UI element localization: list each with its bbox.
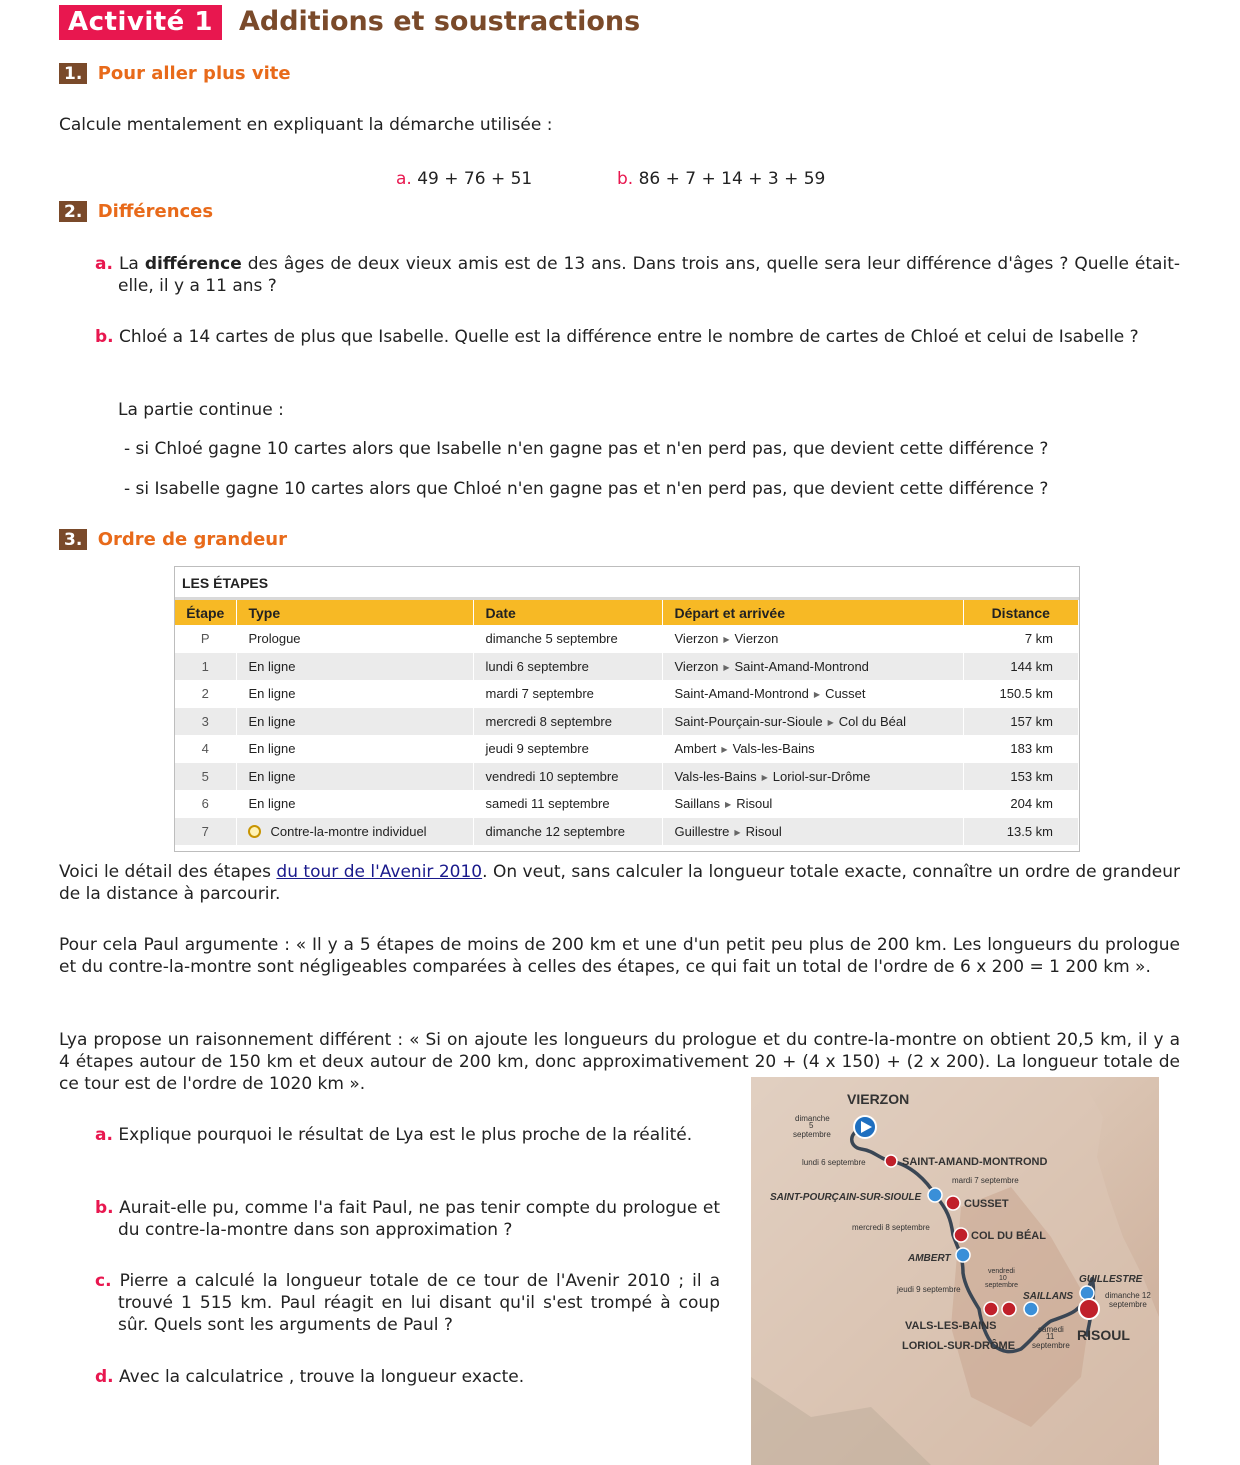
arrow-right-icon: ▶ xyxy=(725,800,732,810)
table-row xyxy=(175,680,1079,708)
cell-etape: 5 xyxy=(175,763,236,791)
cell-route xyxy=(662,653,963,681)
cell-etape: 3 xyxy=(175,708,236,736)
cell-date: mercredi 8 septembre xyxy=(473,708,662,736)
map-svg xyxy=(751,1077,1159,1465)
label-date-stage3: mercredi 8 septembre xyxy=(852,1223,930,1232)
arrow-right-icon: ▶ xyxy=(734,827,741,837)
label-date-stage5-day: 10 xyxy=(999,1275,1007,1282)
cell-route xyxy=(662,680,963,708)
cell-type-text: Contre-la-montre individuel xyxy=(270,823,427,839)
label-date-stage7: dimanche 12 xyxy=(1105,1291,1151,1300)
section-number: 1. xyxy=(59,63,87,84)
label-date-stage6-month: septembre xyxy=(1032,1341,1070,1350)
question-3d xyxy=(95,1366,720,1388)
section-1-heading xyxy=(59,63,291,84)
stage-marker-icon xyxy=(956,1248,970,1262)
calc-b-expression: 86 + 7 + 14 + 3 + 59 xyxy=(638,169,826,189)
stage-marker-icon xyxy=(928,1188,942,1202)
cell-type: En ligne xyxy=(236,790,473,818)
label-date-stage7-month: septembre xyxy=(1109,1300,1147,1309)
route-to: Col du Béal xyxy=(838,713,906,729)
cell-route xyxy=(662,763,963,791)
cell-type: Prologue xyxy=(236,625,473,653)
label-date-prologue-month: septembre xyxy=(793,1130,831,1139)
table-row xyxy=(175,763,1079,791)
section-number: 3. xyxy=(59,529,87,550)
cell-date: lundi 6 septembre xyxy=(473,653,662,681)
cell-date: samedi 11 septembre xyxy=(473,790,662,818)
route-to: Saint-Amand-Montrond xyxy=(734,658,869,674)
table-row xyxy=(175,818,1079,846)
cell-route xyxy=(662,708,963,736)
arrow-right-icon: ▶ xyxy=(723,635,730,645)
cell-date: jeudi 9 septembre xyxy=(473,735,662,763)
cell-distance: 157 km xyxy=(963,708,1079,736)
item-label: b. xyxy=(95,327,114,347)
finish-marker-icon xyxy=(1079,1299,1099,1319)
cell-date: vendredi 10 septembre xyxy=(473,763,662,791)
label-date-stage1: lundi 6 septembre xyxy=(802,1158,866,1167)
route-from: Vierzon xyxy=(674,658,719,674)
cell-etape: P xyxy=(175,625,236,653)
tour-link[interactable]: du tour de l'Avenir 2010 xyxy=(276,862,483,882)
cell-route xyxy=(662,818,963,846)
route-from: Vals-les-Bains xyxy=(674,768,757,784)
cell-distance: 183 km xyxy=(963,735,1079,763)
label-date-prologue: dimanche xyxy=(795,1114,830,1123)
section-title: Différences xyxy=(97,201,214,222)
col-header-distance: Distance xyxy=(963,600,1079,625)
label-vierzon: VIERZON xyxy=(847,1091,910,1107)
cell-route xyxy=(662,735,963,763)
stages-table xyxy=(174,566,1080,852)
cell-distance: 144 km xyxy=(963,653,1079,681)
stage-marker-icon xyxy=(984,1302,998,1316)
bullet-1: - si Chloé gagne 10 cartes alors que Isabelle n'en gagne pas et n'en perd pas, que devient cette différence ? xyxy=(124,439,1049,459)
question-3c xyxy=(95,1270,720,1336)
label-date-prologue-day: 5 xyxy=(809,1121,814,1130)
label-col-du-beal: COL DU BÉAL xyxy=(971,1230,1046,1242)
item-label: b. xyxy=(95,1198,114,1218)
cell-date: dimanche 5 septembre xyxy=(473,625,662,653)
stage-marker-icon xyxy=(1002,1302,1016,1316)
question-3d-text: Avec la calculatrice , trouve la longueur exacte. xyxy=(119,1367,525,1387)
activity-title: Additions et soustractions xyxy=(239,6,641,37)
label-saillans: SAILLANS xyxy=(1023,1291,1073,1302)
cell-distance: 7 km xyxy=(963,625,1079,653)
label-saint-pourcain: SAINT-POURÇAIN-SUR-SIOULE xyxy=(770,1192,922,1203)
item-label: a. xyxy=(95,254,113,274)
question-3b-text: Aurait-elle pu, comme l'a fait Paul, ne pas tenir compte du prologue et du contre-la-montre dans son approximation ? xyxy=(118,1198,721,1240)
paragraph-paul: Pour cela Paul argumente : « Il y a 5 étapes de moins de 200 km et une d'un petit peu plus de 200 km. Les longueurs du prologue et du contre-la-montre sont négligeables comparées à celles des étapes, ce qui fait un total de l'ordre de 6 x 200 = 1 200 km ». xyxy=(59,935,1180,977)
calc-a xyxy=(396,169,532,189)
clock-icon xyxy=(248,825,261,838)
route-to: Risoul xyxy=(745,823,782,839)
arrow-right-icon: ▶ xyxy=(761,772,768,782)
section-title: Pour aller plus vite xyxy=(97,63,291,84)
cell-type: En ligne xyxy=(236,708,473,736)
bullet-2: - si Isabelle gagne 10 cartes alors que Chloé n'en gagne pas et n'en perd pas, que devient cette différence ? xyxy=(124,479,1049,499)
item-label: d. xyxy=(95,1367,114,1387)
label-loriol: LORIOL-SUR-DRÔME xyxy=(902,1340,1016,1352)
route-from: Guillestre xyxy=(674,823,730,839)
label-date-stage4: jeudi 9 septembre xyxy=(897,1285,961,1294)
col-header-date: Date xyxy=(473,600,662,625)
section-3-heading xyxy=(59,529,287,550)
label-date-stage2: mardi 7 septembre xyxy=(952,1176,1019,1185)
arrow-right-icon: ▶ xyxy=(827,717,834,727)
question-3a xyxy=(95,1124,720,1146)
cell-etape: 1 xyxy=(175,653,236,681)
section-number: 2. xyxy=(59,201,87,222)
stage-marker-icon xyxy=(885,1155,897,1167)
item-label: a. xyxy=(396,169,412,189)
cell-etape: 6 xyxy=(175,790,236,818)
label-guillestre: GUILLESTRE xyxy=(1079,1274,1143,1285)
arrow-right-icon: ▶ xyxy=(813,690,821,700)
label-saint-amand: SAINT-AMAND-MONTROND xyxy=(902,1156,1048,1168)
col-header-type: Type xyxy=(236,600,473,625)
cell-etape: 4 xyxy=(175,735,236,763)
cell-type: En ligne xyxy=(236,735,473,763)
cell-etape: 7 xyxy=(175,818,236,846)
route-from: Saint-Pourçain-sur-Sioule xyxy=(674,713,823,729)
question-3c-text: Pierre a calculé la longueur totale de ce tour de l'Avenir 2010 ; il a trouvé 1 515 km. Paul réagit en lui disant qu'il s'est trompé à coup sûr. Quels sont les arguments de Paul ? xyxy=(118,1271,720,1335)
question-2b-text: Chloé a 14 cartes de plus que Isabelle. Quelle est la différence entre le nombre de cartes de Chloé et celui de Isabelle ? xyxy=(119,327,1139,347)
item-label: b. xyxy=(617,169,634,189)
table-row xyxy=(175,735,1079,763)
table-header-row xyxy=(175,600,1079,625)
cell-distance: 13.5 km xyxy=(963,818,1079,846)
question-3a-text: Explique pourquoi le résultat de Lya est le plus proche de la réalité. xyxy=(118,1125,693,1145)
route-to: Loriol-sur-Drôme xyxy=(772,768,871,784)
item-label: a. xyxy=(95,1125,113,1145)
route-to: Vals-les-Bains xyxy=(732,741,815,757)
paragraph-details xyxy=(59,861,1180,905)
cell-route xyxy=(662,790,963,818)
activity-badge: Activité 1 xyxy=(59,5,222,40)
continue-text: La partie continue : xyxy=(118,400,284,420)
cell-date: mardi 7 septembre xyxy=(473,680,662,708)
label-date-stage5: vendredi xyxy=(988,1268,1015,1275)
label-date-stage5-month: septembre xyxy=(985,1282,1019,1289)
cell-type: En ligne xyxy=(236,763,473,791)
question-2a-text: des âges de deux vieux amis est de 13 ans. Dans trois ans, quelle sera leur différence d'âges ? Quelle était-elle, il y a 11 ans ? xyxy=(118,254,1180,296)
table-row xyxy=(175,625,1079,653)
table-caption: LES ÉTAPES xyxy=(175,567,1079,600)
label-vals-les-bains: VALS-LES-BAINS xyxy=(905,1320,997,1332)
paragraph-lya: Lya propose un raisonnement différent : « Si on ajoute les longueurs du prologue et du contre-la-montre on obtient 20,5 km, il y a 4 étapes autour de 150 km et deux autour de 200 km, donc approximativement 20 + (4 x 150) + (2 x 200). La longueur totale de ce tour est de l'ordre de 1020 km ». xyxy=(59,1030,1180,1094)
arrow-right-icon: ▶ xyxy=(723,662,730,672)
table-row xyxy=(175,708,1079,736)
question-2a-keyword: différence xyxy=(144,254,242,274)
route-to: Risoul xyxy=(736,796,773,812)
label-cusset: CUSSET xyxy=(964,1198,1009,1210)
question-3b xyxy=(95,1197,720,1241)
table-row xyxy=(175,790,1079,818)
section-2-heading xyxy=(59,201,213,222)
section-1-intro: Calcule mentalement en expliquant la démarche utilisée : xyxy=(59,115,553,135)
stage-marker-icon xyxy=(1024,1302,1038,1316)
cell-route xyxy=(662,625,963,653)
cell-distance: 153 km xyxy=(963,763,1079,791)
label-date-stage6-day: 11 xyxy=(1046,1332,1055,1341)
stage-marker-icon xyxy=(1080,1286,1094,1300)
cell-date: dimanche 12 septembre xyxy=(473,818,662,846)
cell-distance: 204 km xyxy=(963,790,1079,818)
paragraph-details-pre: Voici le détail des étapes xyxy=(59,862,277,882)
label-risoul: RISOUL xyxy=(1077,1327,1130,1343)
cell-type xyxy=(236,818,473,846)
paragraph-details-post: . On veut, sans calculer la longueur totale exacte, connaître un ordre de grandeur de la distance à parcourir. xyxy=(59,862,1181,904)
table-row xyxy=(175,653,1079,681)
route-from: Saint-Amand-Montrond xyxy=(674,686,809,702)
cell-type: En ligne xyxy=(236,680,473,708)
route-from: Saillans xyxy=(674,796,721,812)
cell-type: En ligne xyxy=(236,653,473,681)
route-to: Vierzon xyxy=(734,631,779,647)
col-header-etape: Étape xyxy=(175,600,236,625)
stage-marker-icon xyxy=(954,1228,968,1242)
question-2a xyxy=(95,253,1180,297)
route-from: Ambert xyxy=(674,741,717,757)
cell-distance: 150.5 km xyxy=(963,680,1079,708)
route-from: Vierzon xyxy=(674,631,719,647)
cell-etape: 2 xyxy=(175,680,236,708)
section-title: Ordre de grandeur xyxy=(97,529,287,550)
question-2a-pre: La xyxy=(118,254,145,274)
label-ambert: AMBERT xyxy=(908,1253,951,1264)
stage-marker-icon xyxy=(946,1196,960,1210)
item-label: c. xyxy=(95,1271,112,1291)
col-header-route: Départ et arrivée xyxy=(662,600,963,625)
calc-b xyxy=(617,169,825,189)
route-map xyxy=(751,1077,1159,1465)
calc-a-expression: 49 + 76 + 51 xyxy=(417,169,533,189)
label-date-stage6: samedi xyxy=(1038,1325,1064,1334)
question-2b xyxy=(95,326,1180,348)
route-to: Cusset xyxy=(825,686,866,702)
arrow-right-icon: ▶ xyxy=(721,745,728,755)
